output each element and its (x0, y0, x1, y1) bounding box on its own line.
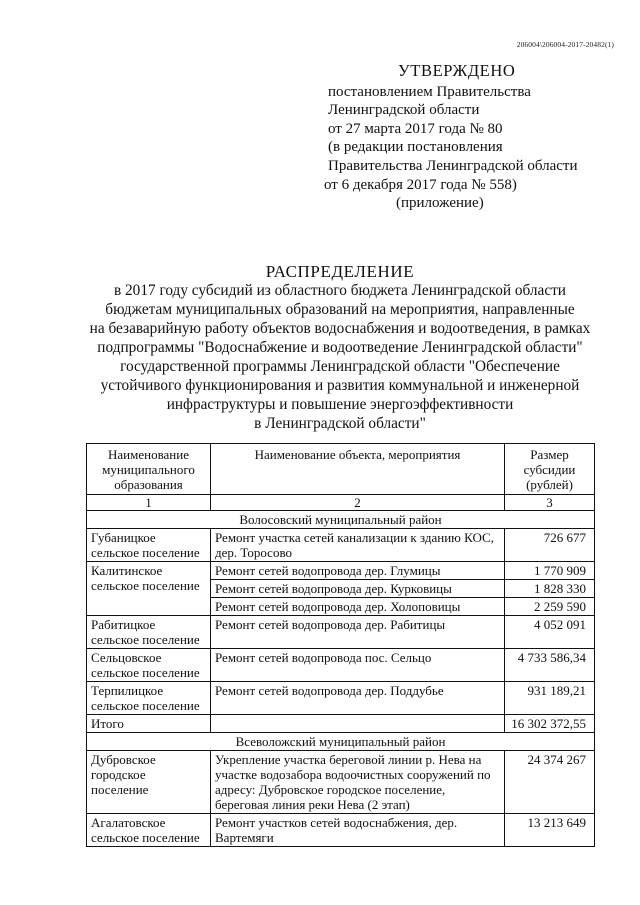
amount-cell: 13 213 649 (505, 814, 595, 847)
object-cell: Ремонт участков сетей водоснабжения, дер. Вартемяги (211, 814, 505, 847)
municipality-cell: Калитинское сельское поселение (87, 562, 211, 616)
amount-cell: 931 189,21 (505, 682, 595, 715)
approval-line: постановлением Правительства (328, 83, 531, 100)
header-amount: Размер субсидии (рублей) (505, 444, 595, 495)
heading-line: подпрограммы "Водоснабжение и водоотведение Ленинградской области" (97, 339, 583, 356)
heading-line: на безаварийную работу объектов водоснабжения и водоотведения, в рамках (89, 320, 591, 337)
amount-cell: 24 374 267 (505, 751, 595, 814)
object-cell: Ремонт сетей водопровода дер. Рабитицы (211, 616, 505, 649)
municipality-cell: Губаницкое сельское поселение (87, 529, 211, 562)
amount-cell: 4 733 586,34 (505, 649, 595, 682)
amount-cell: 4 052 091 (505, 616, 595, 649)
municipality-cell: Рабитицкое сельское поселение (87, 616, 211, 649)
amount-cell: 1 770 909 (505, 562, 595, 580)
column-number: 3 (505, 495, 595, 511)
column-number: 2 (211, 495, 505, 511)
approval-title: УТВЕРЖДЕНО (398, 61, 516, 80)
amount-cell: 1 828 330 (505, 580, 595, 598)
municipality-cell: Терпилицкое сельское поселение (87, 682, 211, 715)
table-row (87, 529, 595, 562)
table-row (87, 649, 595, 682)
approval-line: от 27 марта 2017 года № 80 (328, 120, 503, 137)
document-id: 206004\206004-2017-20482(1) (516, 40, 614, 49)
column-number: 1 (87, 495, 211, 511)
total-row (87, 715, 595, 733)
heading-line: устойчивого функционирования и развития коммунальной и инженерной (100, 377, 580, 394)
municipality-cell: Сельцовское сельское поселение (87, 649, 211, 682)
district-name: Всеволожский муниципальный район (87, 733, 595, 751)
municipality-cell: Агалатовское сельское поселение (87, 814, 211, 847)
heading-line: инфраструктуры и повышение энергоэффективности (166, 396, 514, 413)
heading-line: в Ленинградской области" (254, 415, 426, 432)
heading-line: в 2017 году субсидий из областного бюджета Ленинградской области (113, 282, 566, 299)
amount-cell: 2 259 590 (505, 598, 595, 616)
table-row (87, 562, 595, 580)
header-municipality: Наименование муниципального образования (87, 444, 211, 495)
district-row (87, 511, 595, 529)
amount-cell: 726 677 (505, 529, 595, 562)
approval-stamp (324, 61, 628, 213)
object-cell: Ремонт сетей водопровода пос. Сельцо (211, 649, 505, 682)
object-cell: Ремонт сетей водопровода дер. Поддубье (211, 682, 505, 715)
total-label: Итого (87, 715, 211, 733)
municipality-cell: Дубровское городское поселение (87, 751, 211, 814)
approval-line: от 6 декабря 2017 года № 558) (324, 176, 517, 193)
approval-line: Правительства Ленинградской области (328, 157, 578, 174)
subsidy-table (86, 443, 595, 847)
table-row (87, 616, 595, 649)
object-cell: Ремонт сетей водопровода дер. Глумицы (211, 562, 505, 580)
document-heading (60, 262, 620, 433)
heading-line: бюджетам муниципальных образований на мероприятия, направленные (105, 301, 575, 318)
approval-line: (приложение) (396, 195, 484, 212)
object-cell: Ремонт сетей водопровода дер. Курковицы (211, 580, 505, 598)
table-row (87, 814, 595, 847)
district-row (87, 733, 595, 751)
approval-line: (в редакции постановления (328, 139, 503, 156)
column-number-row (87, 495, 595, 511)
total-amount: 16 302 372,55 (505, 715, 595, 733)
object-cell (211, 715, 505, 733)
district-name: Волосовский муниципальный район (87, 511, 595, 529)
heading-title: РАСПРЕДЕЛЕНИЕ (265, 262, 415, 281)
object-cell: Ремонт сетей водопровода дер. Холоповицы (211, 598, 505, 616)
table-row (87, 751, 595, 814)
table-row (87, 682, 595, 715)
approval-line: Ленинградской области (328, 102, 480, 119)
table-header-row (87, 444, 595, 495)
object-cell: Укрепление участка береговой линии р. Нева на участке водозабора водоочистных сооружений по адресу: Дубровское городское поселение, береговая линия реки Нева (2 этап) (211, 751, 505, 814)
heading-line: государственной программы Ленинградской области "Обеспечение (120, 358, 560, 375)
header-object: Наименование объекта, мероприятия (211, 444, 505, 495)
object-cell: Ремонт участка сетей канализации к зданию КОС, дер. Торосово (211, 529, 505, 562)
